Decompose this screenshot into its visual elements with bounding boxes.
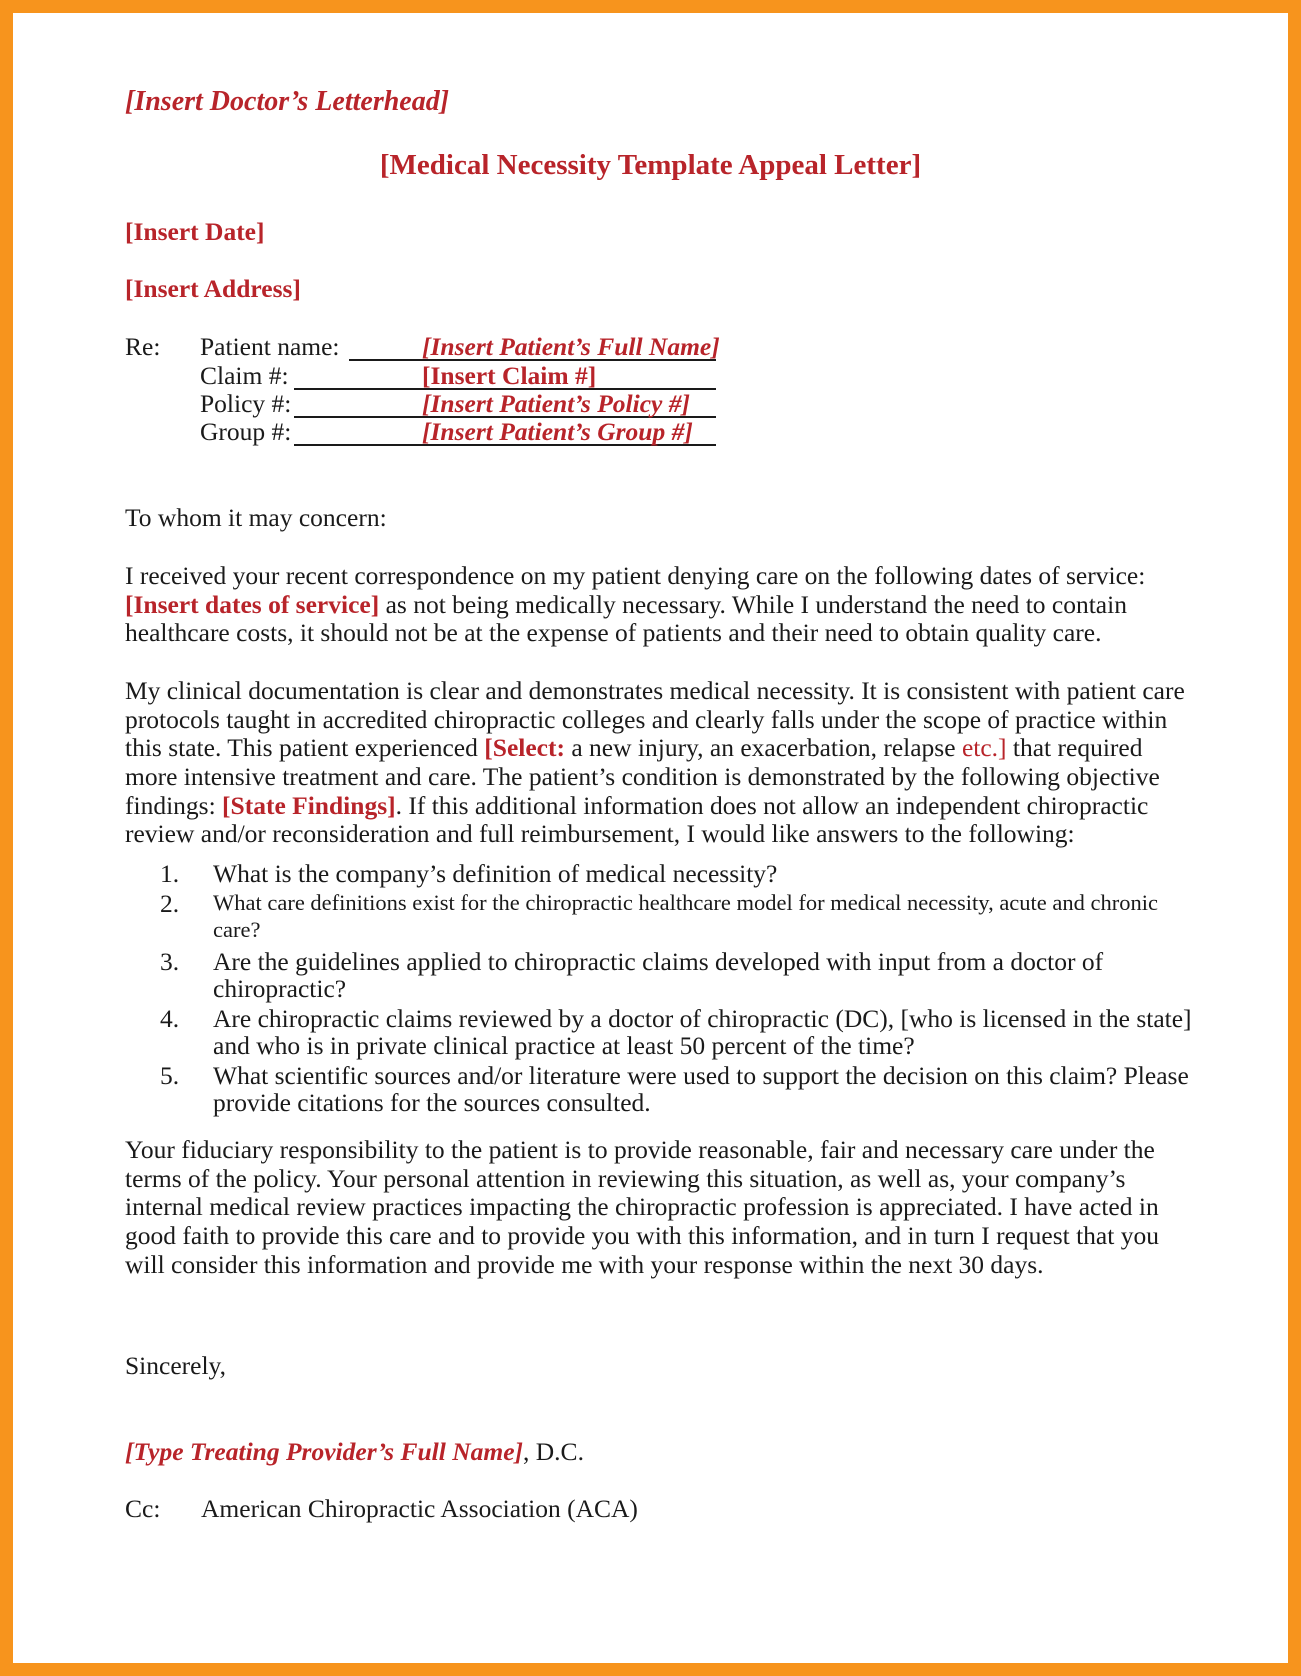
paragraph-denial — [125, 562, 1205, 648]
paragraph-line: internal medical review practices impacting the chiropractic profession is appreciated. I have acted in — [125, 1192, 1159, 1222]
signature-suffix: , D.C. — [523, 1437, 584, 1466]
letterhead-text: [Insert Doctor’s Letterhead] — [125, 86, 450, 117]
findings-placeholder: [State Findings] — [222, 790, 396, 820]
policy-value: [Insert Patient’s Policy #] — [422, 389, 690, 418]
salutation: To whom it may concern: — [125, 503, 387, 532]
paragraph-line: protocols taught in accredited chiropractic colleges and clearly falls under the scope of practice within — [125, 704, 1168, 734]
dates-of-service-placeholder: [Insert dates of service] — [125, 589, 380, 619]
claim-value: [Insert Claim #] — [422, 361, 597, 390]
list-number: 3. — [160, 947, 180, 976]
group-label: Group #: — [200, 417, 292, 446]
paragraph-documentation — [125, 677, 1205, 849]
claim-field — [294, 362, 716, 390]
list-number: 4. — [160, 1004, 180, 1033]
letter-page — [13, 13, 1288, 1663]
group-field — [294, 418, 716, 446]
paragraph-line: I received your recent correspondence on my patient denying care on the following dates of service: — [125, 561, 1146, 590]
list-text: Are the guidelines applied to chiropractic claims developed with input from a doctor of chiropractic? — [213, 947, 1104, 1003]
select-etc: etc.] — [961, 733, 1007, 763]
paragraph-line: findings: [State Findings]. If this additional information does not allow an independent chiropractic — [125, 790, 1149, 820]
list-text: What care definitions exist for the chiropractic healthcare model for medical necessity, acute and chronic care? — [213, 890, 1158, 942]
letterhead-placeholder — [125, 87, 449, 117]
paragraph-line: this state. This patient experienced [Select: a new injury, an exacerbation, relapse etc.] that required — [125, 733, 1143, 763]
paragraph-line: terms of the policy. Your personal attention in reviewing this situation, as well as, your company’s — [125, 1163, 1126, 1193]
address-placeholder: [Insert Address] — [125, 274, 301, 303]
paragraph-line: healthcare costs, it should not be at the expense of patients and their need to obtain quality care. — [125, 618, 1102, 648]
paragraph-line: will consider this information and provide me with your response within the next 30 days. — [125, 1249, 1044, 1279]
paragraph-fiduciary — [125, 1136, 1205, 1279]
select-placeholder: [Select: — [484, 733, 565, 763]
list-number: 1. — [160, 859, 180, 888]
patient-name-field — [349, 332, 720, 361]
closing: Sincerely, — [125, 1351, 227, 1380]
patient-name-value: [Insert Patient’s Full Name] — [422, 332, 720, 361]
patient-name-label: Patient name: — [200, 332, 340, 361]
policy-label: Policy #: — [200, 389, 292, 418]
list-text: Are chiropractic claims reviewed by a doctor of chiropractic (DC), [who is licensed in the state] and who is in private clinical practice at least 50 percent of the time? — [213, 1004, 1192, 1060]
cc-label: Cc: — [125, 1494, 161, 1523]
list-text: What scientific sources and/or literature were used to support the decision on this claim? Please provide citations for the sources consulted. — [213, 1061, 1189, 1117]
paragraph-line: good faith to provide this care and to provide you with this information, and in turn I request that you — [125, 1221, 1159, 1251]
signature-line — [125, 1438, 584, 1466]
date-placeholder: [Insert Date] — [125, 217, 265, 246]
cc-value: American Chiropractic Association (ACA) — [201, 1494, 638, 1523]
paragraph-line: review and/or reconsideration and full reimbursement, I would like answers to the following: — [125, 819, 1075, 849]
claim-label: Claim #: — [200, 361, 289, 390]
list-number: 2. — [160, 889, 180, 918]
paragraph-line: [Insert dates of service] as not being medically necessary. While I understand the need to contain — [125, 589, 1127, 619]
paragraph-line: Your fiduciary responsibility to the patient is to provide reasonable, fair and necessary care under the — [125, 1135, 1155, 1164]
group-value: [Insert Patient’s Group #] — [422, 417, 693, 446]
list-text: What is the company’s definition of medical necessity? — [213, 859, 778, 888]
re-label: Re: — [125, 332, 161, 361]
policy-field — [294, 390, 716, 418]
list-number: 5. — [160, 1061, 180, 1090]
paragraph-line: more intensive treatment and care. The patient’s condition is demonstrated by the following objective — [125, 762, 1160, 792]
paragraph-line: My clinical documentation is clear and demonstrates medical necessity. It is consistent with patient care — [125, 676, 1185, 705]
letter-title: [Medical Necessity Template Appeal Letter] — [379, 149, 922, 181]
provider-name-placeholder: [Type Treating Provider’s Full Name] — [125, 1437, 524, 1466]
